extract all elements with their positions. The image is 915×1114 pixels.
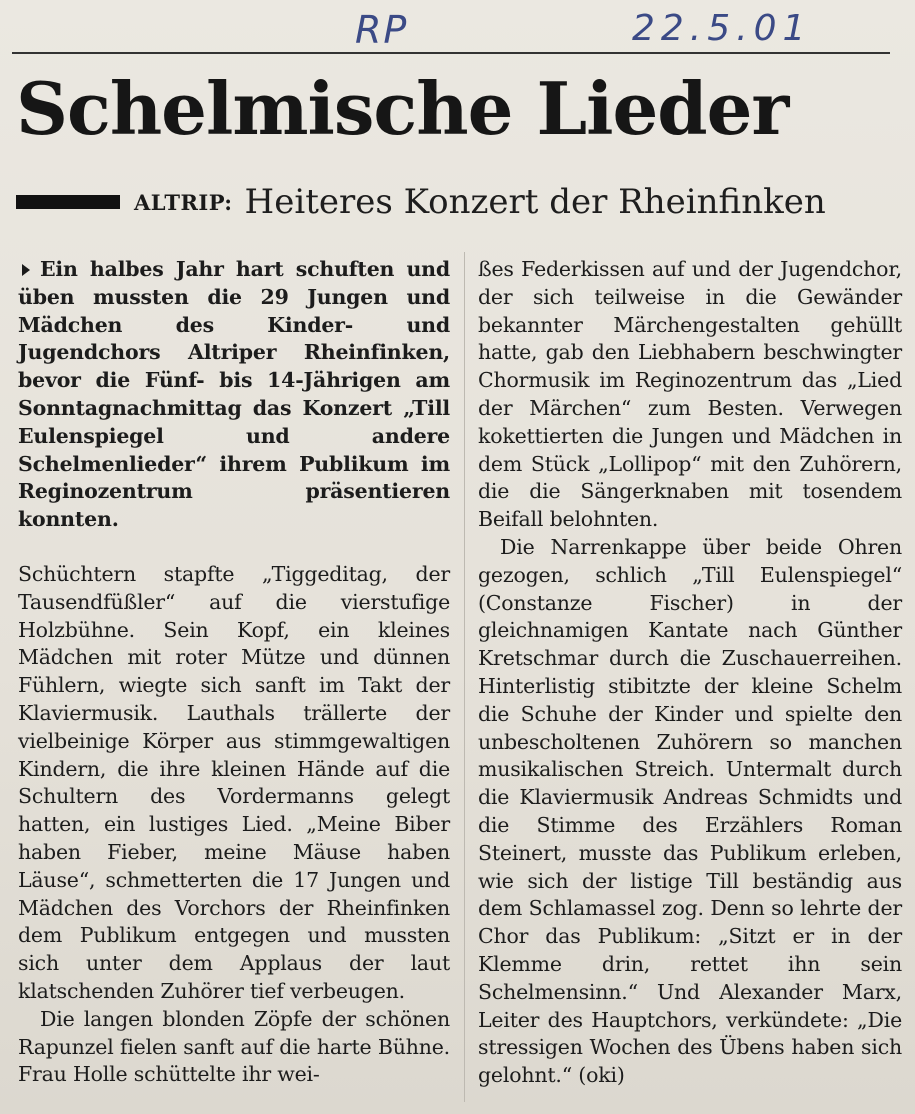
dateline-place: ALTRIP: — [134, 189, 233, 215]
body-paragraph: ßes Federkissen auf und der Jugendchor, der sich teilweise in die Gewänder bekannter Märchengestalten gehüllt hatte, gab den Liebhabern beschwingter Chormusik im Reginozentrum das „Lied der Märchen“ zum Besten. Verwegen kokettierten die Jungen und Mädchen in dem Stück „Lollipop“ mit den Zuhörern, die die Sängerknaben mit tosendem Beifall belohnten. — [478, 257, 902, 532]
article-subheadline: Heiteres Konzert der Rheinfinken — [244, 182, 826, 222]
article-headline: Schelmische Lieder — [16, 66, 789, 151]
lead-text: Ein halbes Jahr hart schuften und üben mussten die 29 Jungen und Mädchen des Kinder- und Jugendchors Altriper Rheinfinken, bevor die Fünf- bis 14-Jährigen am Sonntagnachmittag das Konzert „Till Eulenspiegel und andere Schelmenlieder“ ihrem Publikum im Reginozentrum präsentieren konnten. — [18, 257, 450, 532]
body-paragraph: Schüchtern stapfte „Tiggeditag, der Tausendfüßler“ auf die vierstufige Holzbühne. Sein Kopf, ein kleines Mädchen mit roter Mütze und dünnen Fühlern, wiegte sich sanft im Takt der Klaviermusik. Lauthals trällerte der vielbeinige Körper aus stimmgewaltigen Kindern, die ihre kleinen Hände auf die Schultern des Vordermanns gelegt hatten, ein lustiges Lied. „Meine Biber haben Fieber, meine Mäuse haben Läuse“, schmetterten die 17 Jungen und Mädchen des Vorchors der Rheinfinken dem Publikum entgegen und mussten sich unter dem Applaus der laut klatschenden Zuhörer tief verbeugen. — [18, 561, 450, 1003]
body-paragraph: Die langen blonden Zöpfe der schönen Rapunzel fielen sanft auf die harte Bühne. Frau Holle schüttelte ihr wei- — [18, 1006, 450, 1087]
lead-arrow-icon — [22, 264, 30, 276]
column-divider — [464, 252, 465, 1102]
kicker-bar — [16, 195, 120, 209]
body-paragraph: Die Narrenkappe über beide Ohren gezogen, schlich „Till Eulenspiegel“ (Constanze Fischer) in der gleichnamigen Kantate nach Günther Kretschmar durch die Zuschauerreihen. Hinterlistig stibitzte der kleine Schelm die Schuhe der Kinder und spielte den unbescholtenen Zuhörern so manchen musikalischen Streich. Untermalt durch die Klaviermusik Andreas Schmidts und die Stimme des Erzählers Roman Steinert, musste das Publikum erleben, wie sich der listige Till beständig aus dem Schlamassel zog. Denn so lehrte der Chor das Publikum: „Sitzt er in der Klemme drin, rettet ihn sein Schelmensinn.“ Und Alexander Marx, Leiter des Hauptchors, verkündete: „Die stressigen Wochen des Übens haben sich gelohnt.“ (oki) — [478, 534, 902, 1088]
article-column-left — [18, 256, 450, 1089]
handwritten-date-note: 22.5.01 — [632, 8, 812, 49]
handwritten-source-note: RP — [355, 8, 409, 52]
article-lead — [18, 256, 450, 534]
top-rule — [12, 52, 890, 54]
article-column-right — [478, 256, 902, 1090]
subheadline-row — [16, 180, 896, 224]
